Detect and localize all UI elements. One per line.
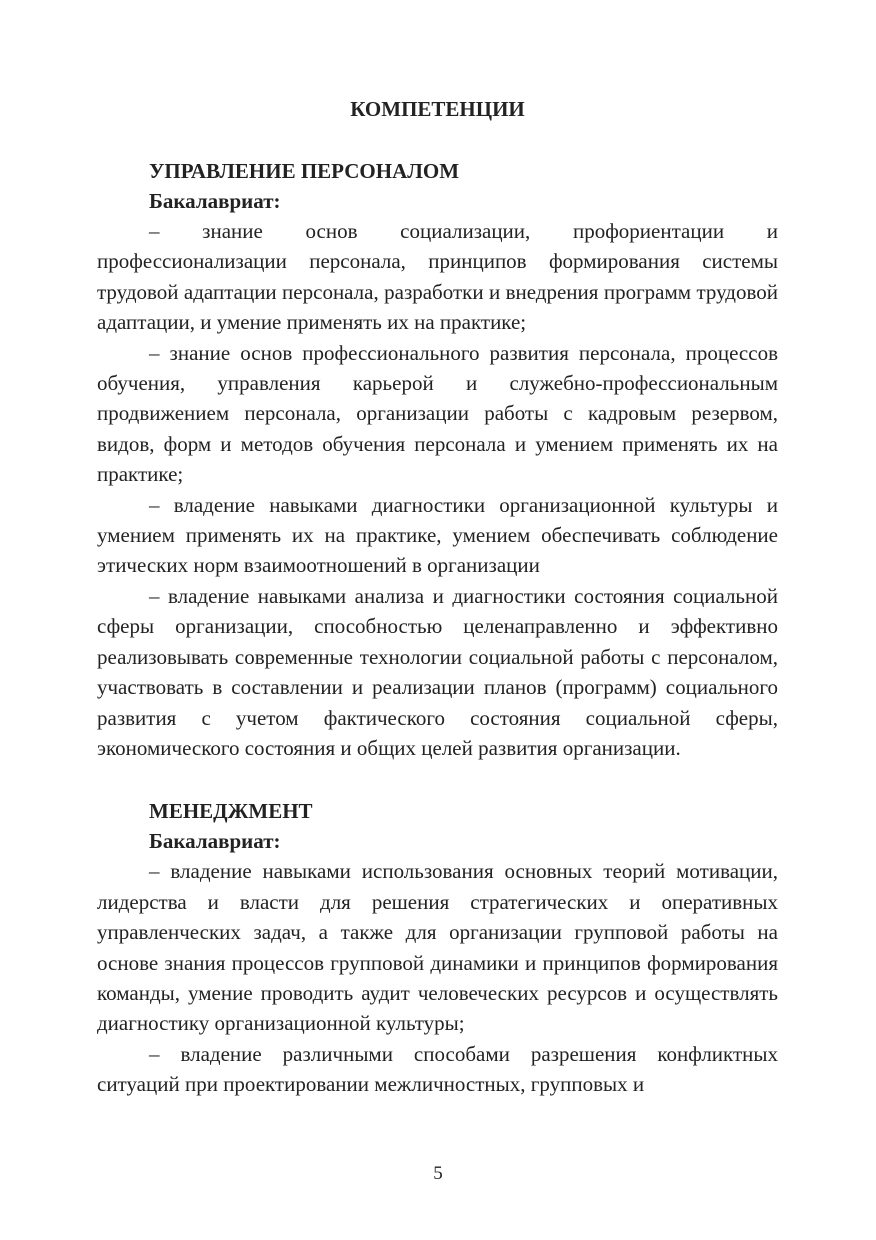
competency-item: – знание основ социализации, профориентации и профессионализации персонала, принципов формирования системы трудовой адаптации персонала, разработки и внедрения программ трудовой адаптации, и умение применять их на практике; <box>97 219 778 335</box>
degree-level: Бакалавриат: <box>149 189 281 213</box>
section-heading: МЕНЕДЖМЕНТ <box>149 799 313 824</box>
competency-item: – владение навыками анализа и диагностики состояния социальной сферы организации, способностью целенаправленно и эффективно реализовывать современные технологии социальной работы с персоналом, участвовать в составлении и реализации планов (программ) социального развития с учетом фактического состояния социальной сферы, экономического состояния и общих целей развития организации. <box>97 583 778 760</box>
page-content <box>97 94 778 1100</box>
page-number: 5 <box>433 1163 443 1184</box>
section-management <box>97 796 778 1099</box>
competency-item: – знание основ профессионального развития персонала, процессов обучения, управления карьерой и служебно-профессиональным продвижением персонала, организации работы с кадровым резервом, видов, форм и методов обучения персонала и умением применять их на практике; <box>97 340 778 487</box>
competency-item: – владение навыками использования основных теорий мотивации, лидерства и власти для решения стратегических и оперативных управленческих задач, а также для организации групповой работы на основе знания процессов групповой динамики и принципов формирования команды, умение проводить аудит человеческих ресурсов и осуществлять диагностику организационной культуры; <box>97 859 778 1036</box>
degree-level: Бакалавриат: <box>149 829 281 854</box>
section-heading: УПРАВЛЕНИЕ ПЕРСОНАЛОМ <box>149 159 460 183</box>
section-personnel-management <box>97 156 778 763</box>
section-spacer <box>97 763 778 796</box>
competency-item: – владение навыками диагностики организационной культуры и умением применять их на практике, умением обеспечивать соблюдение этических норм взаимоотношений в организации <box>97 492 778 578</box>
competency-item: – владение различными способами разрешения конфликтных ситуаций при проектировании межличностных, групповых и <box>97 1041 778 1097</box>
page-title: КОМПЕТЕНЦИИ <box>350 97 525 121</box>
